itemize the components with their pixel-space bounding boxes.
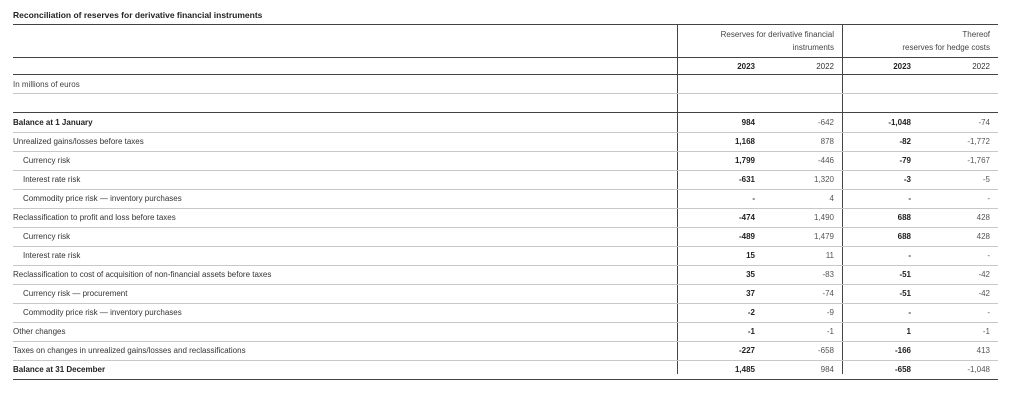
table-row (0, 361, 1022, 379)
table-cell: 35 (746, 270, 755, 279)
table-row (0, 304, 1022, 322)
table-cell: 688 (897, 232, 911, 241)
table-cell: - (987, 308, 990, 317)
table-row (0, 114, 1022, 132)
year-2022-hedge: 2022 (972, 62, 990, 71)
table-row (0, 171, 1022, 189)
table-cell: -79 (899, 156, 911, 165)
table-cell: - (908, 194, 911, 203)
row-label: Commodity price risk — inventory purchases (23, 308, 182, 317)
table-cell: -446 (817, 156, 834, 165)
row-label: Currency risk — procurement (23, 289, 128, 298)
table-cell: -658 (817, 346, 834, 355)
table-cell: - (987, 194, 990, 203)
table-row (0, 133, 1022, 151)
table-cell: -42 (978, 270, 990, 279)
row-label: Commodity price risk — inventory purchases (23, 194, 182, 203)
table-row (0, 228, 1022, 246)
row-label: Reclassification to profit and loss before taxes (13, 213, 176, 222)
table-cell: - (908, 308, 911, 317)
table-cell: 984 (741, 118, 755, 127)
table-cell: -1 (982, 327, 990, 336)
header-reserves: Reserves for derivative financial instruments (720, 30, 834, 52)
table-row (0, 190, 1022, 208)
header-hedge-costs: reserves for hedge costs (902, 43, 990, 52)
table-cell: - (908, 251, 911, 260)
year-2023-hedge: 2023 (893, 62, 911, 71)
table-cell: 984 (820, 365, 834, 374)
table-cell: 1 (906, 327, 911, 336)
table-cell: -9 (826, 308, 834, 317)
table-title: Reconciliation of reserves for derivative financial instruments (13, 10, 263, 20)
table-cell: -5 (982, 175, 990, 184)
table-cell: -82 (899, 137, 911, 146)
table-row (0, 247, 1022, 265)
row-label: Currency risk (23, 232, 71, 241)
table-cell: 1,490 (813, 213, 834, 222)
table-cell: -489 (738, 232, 755, 241)
table-cell: 878 (820, 137, 834, 146)
table-cell: -1,767 (967, 156, 990, 165)
table-row (0, 285, 1022, 303)
row-label: Taxes on changes in unrealized gains/losses and reclassifications (13, 346, 246, 355)
table-cell: -474 (738, 213, 755, 222)
table-cell: 1,320 (813, 175, 834, 184)
table-cell: -1,048 (967, 365, 990, 374)
table-cell: 688 (897, 213, 911, 222)
table-cell: -658 (894, 365, 911, 374)
unit-label: In millions of euros (13, 80, 80, 89)
table-cell: -83 (822, 270, 834, 279)
table-cell: - (987, 251, 990, 260)
row-label: Interest rate risk (23, 175, 81, 184)
table-row (0, 209, 1022, 227)
table-cell: 1,479 (813, 232, 834, 241)
unit-rule (13, 93, 998, 94)
row-label: Reclassification to cost of acquisition of non-financial assets before taxes (13, 270, 272, 279)
table-cell: -3 (903, 175, 911, 184)
table-cell: -2 (747, 308, 755, 317)
table-cell: - (752, 194, 755, 203)
table-cell: 1,485 (734, 365, 755, 374)
row-label: Other changes (13, 327, 66, 336)
table-cell: 15 (746, 251, 755, 260)
row-label: Balance at 31 December (13, 365, 106, 374)
year-rule (13, 74, 998, 75)
row-label: Currency risk (23, 156, 71, 165)
row-label: Unrealized gains/losses before taxes (13, 137, 144, 146)
table-row (0, 342, 1022, 360)
table-cell: 11 (825, 251, 834, 260)
table-cell: -1 (826, 327, 834, 336)
year-2022-reserves: 2022 (816, 62, 834, 71)
table-cell: 428 (976, 213, 990, 222)
table-cell: -166 (894, 346, 911, 355)
table-cell: -51 (899, 289, 911, 298)
row-label: Balance at 1 January (13, 118, 93, 127)
table-row (0, 266, 1022, 284)
table-cell: 428 (976, 232, 990, 241)
title-rule (13, 24, 998, 25)
table-cell: -74 (822, 289, 834, 298)
table-cell: 37 (746, 289, 755, 298)
table-cell: -631 (738, 175, 755, 184)
year-2023-reserves: 2023 (737, 62, 755, 71)
table-cell: -642 (817, 118, 834, 127)
row-rule (13, 379, 998, 380)
table-row (0, 152, 1022, 170)
table-cell: 1,799 (734, 156, 755, 165)
table-row (0, 323, 1022, 341)
table-cell: -74 (978, 118, 990, 127)
table-cell: -1,772 (967, 137, 990, 146)
row-label: Interest rate risk (23, 251, 81, 260)
body-top-rule (13, 112, 998, 113)
header-rule (13, 57, 998, 58)
header-thereof: Thereof (962, 30, 990, 39)
table-cell: -51 (899, 270, 911, 279)
table-cell: -1 (747, 327, 755, 336)
table-cell: 4 (829, 194, 834, 203)
table-cell: -1,048 (888, 118, 911, 127)
table-cell: 1,168 (734, 137, 755, 146)
table-cell: -42 (978, 289, 990, 298)
table-cell: -227 (738, 346, 755, 355)
table-cell: 413 (976, 346, 990, 355)
